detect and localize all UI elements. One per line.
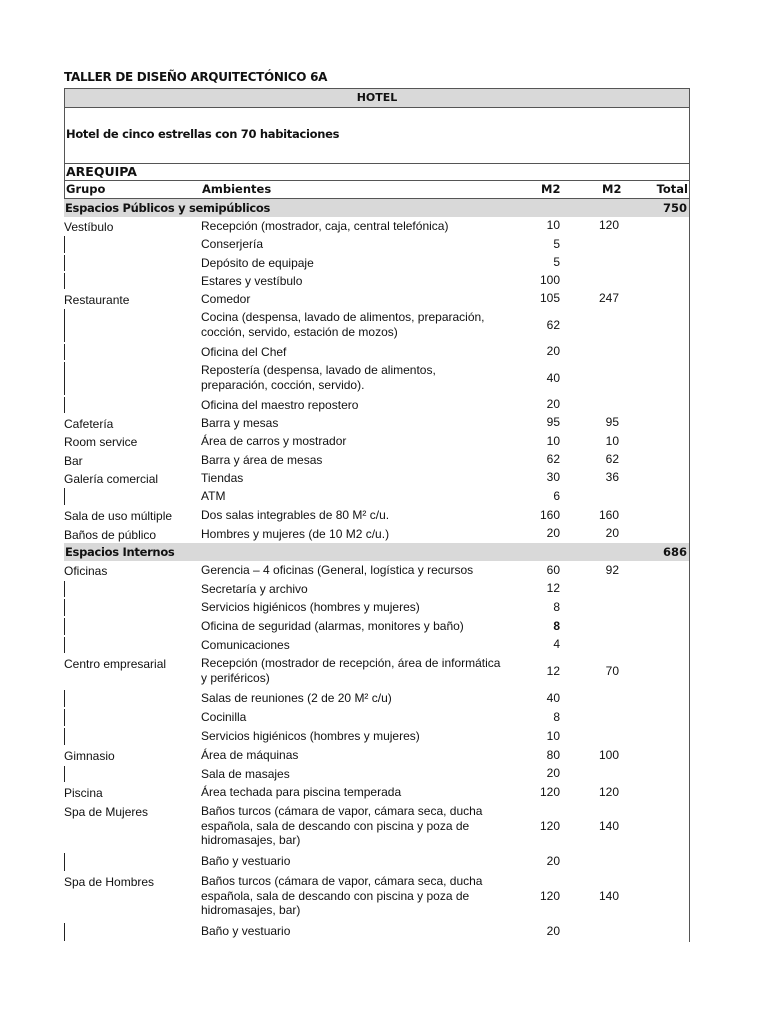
- hotel-header: HOTEL: [64, 88, 690, 108]
- table-row: [64, 852, 689, 872]
- ambiente-cell: Oficina de seguridad (alarmas, monitores y baño): [201, 619, 464, 633]
- m2-cell: 30: [546, 470, 560, 484]
- m2-cell: 120: [539, 819, 560, 833]
- table-row: [64, 290, 689, 308]
- city-label: AREQUIPA: [64, 164, 690, 180]
- m2-cell: 20: [546, 344, 560, 358]
- group-continuation-marker: [64, 273, 65, 289]
- ambiente-cell: Dos salas integrables de 80 M² c/u.: [201, 508, 390, 522]
- m2-cell: 5: [553, 237, 560, 251]
- table-row: [64, 765, 689, 783]
- ambiente-cell: Baños turcos (cámara de vapor, cámara seca, ducha española, sala de descando con piscina y poza de hidromasajes, bar): [201, 804, 483, 847]
- m2-cell: 6: [553, 489, 560, 503]
- ambiente-cell: Área de máquinas: [201, 748, 299, 762]
- group-continuation-marker: [64, 709, 65, 726]
- m2-group-cell: 95: [605, 415, 619, 429]
- m2-group-cell: 100: [598, 748, 619, 762]
- table-row: [64, 872, 689, 922]
- m2-cell: 20: [546, 766, 560, 780]
- group-continuation-marker: [64, 853, 65, 871]
- m2-group-cell: 10: [605, 434, 619, 448]
- grupo-cell: Piscina: [64, 786, 103, 800]
- group-continuation-marker: [64, 344, 65, 360]
- grupo-cell: Cafetería: [64, 417, 114, 431]
- table-row: [64, 487, 689, 506]
- ambiente-cell: Comedor: [201, 292, 251, 306]
- m2-cell: 160: [539, 508, 560, 522]
- m2-cell: 20: [546, 854, 560, 868]
- ambiente-cell: Baños turcos (cámara de vapor, cámara seca, ducha española, sala de descando con piscina y poza de hidromasajes, bar): [201, 874, 483, 917]
- group-continuation-marker: [64, 309, 65, 342]
- ambiente-cell: Área techada para piscina temperada: [201, 785, 402, 799]
- table-row: [64, 783, 689, 802]
- ambiente-cell: Estares y vestíbulo: [201, 274, 303, 288]
- ambiente-cell: ATM: [201, 489, 226, 503]
- table-row: [64, 469, 689, 487]
- table-row: [64, 654, 689, 689]
- m2-cell: 80: [546, 748, 560, 762]
- column-header-row: [64, 180, 690, 199]
- m2-cell: 20: [546, 924, 560, 938]
- header-ambientes: Ambientes: [202, 182, 272, 196]
- ambiente-cell: Sala de masajes: [201, 767, 290, 781]
- m2-group-cell: 120: [598, 218, 619, 232]
- m2-cell: 60: [546, 563, 560, 577]
- table-row: [64, 525, 689, 543]
- m2-cell: 5: [553, 255, 560, 269]
- grupo-cell: Centro empresarial: [64, 657, 167, 671]
- m2-cell: 40: [546, 691, 560, 705]
- group-continuation-marker: [64, 766, 65, 782]
- ambiente-cell: Servicios higiénicos (hombres y mujeres): [201, 729, 420, 743]
- ambiente-cell: Baño y vestuario: [201, 854, 291, 868]
- section-rows-internos: [64, 561, 690, 942]
- section-label: Espacios Públicos y semipúblicos: [65, 201, 271, 215]
- table-row: [64, 580, 689, 598]
- group-continuation-marker: [64, 637, 65, 653]
- section-rows-publicos: [64, 217, 690, 543]
- table-row: [64, 746, 689, 765]
- m2-group-cell: 36: [605, 470, 619, 484]
- table-row: [64, 254, 689, 272]
- spreadsheet: [64, 88, 690, 942]
- group-continuation-marker: [64, 923, 65, 941]
- ambiente-cell: Oficina del Chef: [201, 345, 287, 359]
- ambiente-cell: Cocina (despensa, lavado de alimentos, preparación, cocción, servido, estación de mozos): [201, 310, 485, 339]
- ambiente-cell: Repostería (despensa, lavado de alimentos, preparación, cocción, servido).: [201, 363, 436, 392]
- m2-cell: 12: [546, 581, 560, 595]
- ambiente-cell: Área de carros y mostrador: [201, 434, 347, 448]
- m2-cell: 8: [553, 600, 560, 614]
- section-header-publicos: [64, 199, 690, 217]
- ambiente-cell: Comunicaciones: [201, 638, 290, 652]
- header-m2-b: M2: [602, 182, 622, 196]
- m2-group-cell: 247: [598, 291, 619, 305]
- group-continuation-marker: [64, 397, 65, 413]
- ambiente-cell: Gerencia – 4 oficinas (General, logística y recursos: [201, 563, 474, 577]
- ambiente-cell: Cocinilla: [201, 710, 247, 724]
- group-continuation-marker: [64, 362, 65, 395]
- section-total: 686: [662, 545, 687, 559]
- m2-group-cell: 140: [598, 819, 619, 833]
- table-row: [64, 308, 689, 343]
- grupo-cell: Spa de Mujeres: [64, 805, 149, 819]
- grupo-cell: Baños de público: [64, 528, 157, 542]
- m2-group-cell: 20: [605, 526, 619, 540]
- ambiente-cell: Secretaría y archivo: [201, 582, 308, 596]
- header-grupo: Grupo: [66, 182, 106, 196]
- ambiente-cell: Tiendas: [201, 471, 244, 485]
- m2-cell: 10: [546, 218, 560, 232]
- group-continuation-marker: [64, 255, 65, 271]
- ambiente-cell: Conserjería: [201, 237, 264, 251]
- table-row: [64, 272, 689, 290]
- m2-cell: 100: [539, 273, 560, 287]
- m2-cell: 8: [553, 710, 560, 724]
- group-continuation-marker: [64, 728, 65, 745]
- ambiente-cell: Depósito de equipaje: [201, 256, 314, 270]
- ambiente-cell: Barra y área de mesas: [201, 453, 323, 467]
- m2-group-cell: 160: [598, 508, 619, 522]
- group-continuation-marker: [64, 236, 65, 253]
- header-total: Total: [656, 182, 688, 196]
- table-row: [64, 361, 689, 396]
- m2-group-cell: 140: [598, 889, 619, 903]
- table-row: [64, 432, 689, 451]
- section-label: Espacios Internos: [65, 545, 175, 559]
- subtitle: Hotel de cinco estrellas con 70 habitaciones: [66, 127, 340, 141]
- m2-cell: 12: [546, 664, 560, 678]
- m2-cell: 4: [553, 637, 560, 651]
- grupo-cell: Sala de uso múltiple: [64, 509, 173, 523]
- section-total: 750: [662, 201, 687, 215]
- m2-cell: 95: [546, 415, 560, 429]
- group-continuation-marker: [64, 581, 65, 597]
- table-row: [64, 727, 689, 746]
- ambiente-cell: Hombres y mujeres (de 10 M2 c/u.): [201, 527, 390, 541]
- group-continuation-marker: [64, 488, 65, 505]
- ambiente-cell: Recepción (mostrador, caja, central telefónica): [201, 219, 449, 233]
- group-continuation-marker: [64, 690, 65, 707]
- m2-group-cell: 70: [605, 664, 619, 678]
- ambiente-cell: Servicios higiénicos (hombres y mujeres): [201, 600, 420, 614]
- group-continuation-marker: [64, 599, 65, 616]
- m2-cell: 120: [539, 889, 560, 903]
- table-row: [64, 414, 689, 432]
- grupo-cell: Vestíbulo: [64, 220, 114, 234]
- ambiente-cell: Baño y vestuario: [201, 924, 291, 938]
- table-row: [64, 506, 689, 525]
- ambiente-cell: Salas de reuniones (2 de 20 M² c/u): [201, 691, 392, 705]
- table-row: [64, 598, 689, 617]
- grupo-cell: Bar: [64, 454, 83, 468]
- m2-group-cell: 120: [598, 785, 619, 799]
- m2-cell: 105: [539, 291, 560, 305]
- subtitle-box: [64, 108, 690, 164]
- m2-cell: 20: [546, 526, 560, 540]
- m2-cell: 62: [546, 452, 560, 466]
- table-row: [64, 617, 689, 636]
- ambiente-cell: Oficina del maestro repostero: [201, 398, 359, 412]
- table-row: [64, 636, 689, 654]
- grupo-cell: Gimnasio: [64, 749, 115, 763]
- m2-cell: 120: [539, 785, 560, 799]
- m2-group-cell: 92: [605, 563, 619, 577]
- table-row: [64, 689, 689, 708]
- group-continuation-marker: [64, 618, 65, 635]
- m2-cell: 20: [546, 397, 560, 411]
- ambiente-cell: Barra y mesas: [201, 416, 279, 430]
- grupo-cell: Oficinas: [64, 564, 108, 578]
- grupo-cell: Spa de Hombres: [64, 875, 155, 889]
- ambiente-cell: Recepción (mostrador de recepción, área de informática y periféricos): [201, 656, 501, 685]
- m2-cell: 8: [553, 619, 560, 633]
- document-title: TALLER DE DISEÑO ARQUITECTÓNICO 6A: [64, 70, 328, 84]
- table-row: [64, 561, 689, 580]
- grupo-cell: Galería comercial: [64, 472, 159, 486]
- table-row: [64, 451, 689, 469]
- table-row: [64, 217, 689, 235]
- m2-cell: 40: [546, 371, 560, 385]
- grupo-cell: Room service: [64, 435, 138, 449]
- grupo-cell: Restaurante: [64, 293, 130, 307]
- m2-cell: 62: [546, 318, 560, 332]
- header-m2-a: M2: [541, 182, 561, 196]
- table-row: [64, 802, 689, 852]
- table-row: [64, 708, 689, 727]
- m2-group-cell: 62: [605, 452, 619, 466]
- table-row: [64, 235, 689, 254]
- table-row: [64, 343, 689, 361]
- table-row: [64, 396, 689, 414]
- m2-cell: 10: [546, 729, 560, 743]
- m2-cell: 10: [546, 434, 560, 448]
- section-header-internos: [64, 543, 690, 561]
- table-row: [64, 922, 689, 942]
